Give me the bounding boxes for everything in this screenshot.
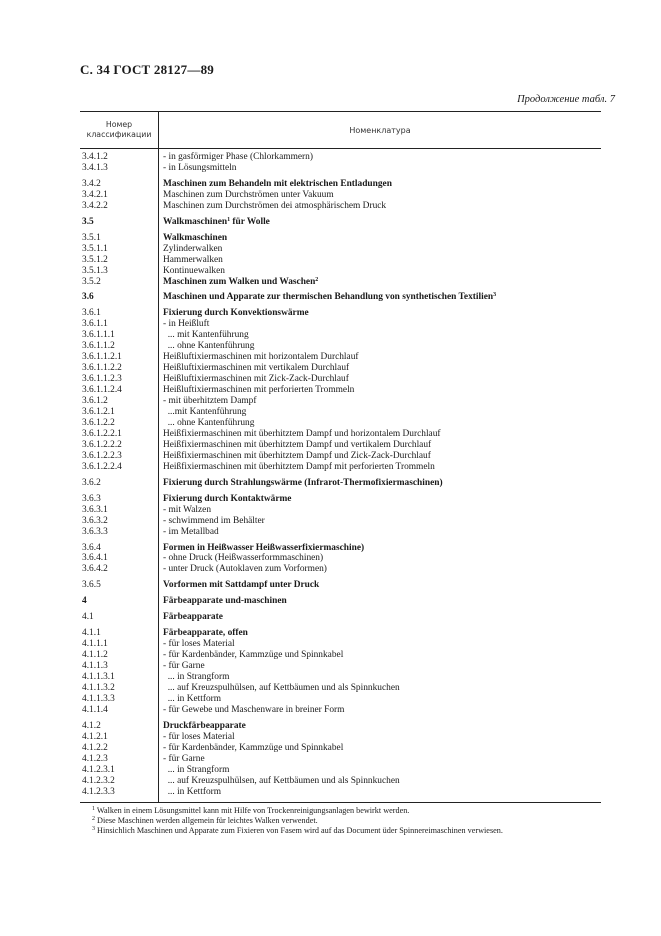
nomenclature-text: Färbeapparate: [163, 612, 223, 623]
classification-code: 4.1.2.2: [82, 742, 108, 753]
nomenclature-text: Maschinen zum Behandeln mit elektrischen Entladungen: [163, 178, 392, 189]
nomenclature-text: Fixierung durch Konvektionswärme: [163, 308, 309, 319]
nomenclature-text: ... auf Kreuzspulhülsen, auf Kettbäumen und als Spinnkuchen: [163, 682, 400, 693]
nomenclature-cell: [158, 244, 601, 255]
nomenclature-text: Heißfixiermaschinen mit überhitztem Dampf und horizontalem Durchlauf: [163, 428, 441, 439]
nomenclature-cell: [158, 266, 601, 277]
nomenclature-text: - für Kardenbänder, Kammzüge und Spinnkabel: [163, 650, 344, 661]
classification-code: 3.6.1.2.1: [82, 407, 115, 418]
footnote-marker: 3: [493, 292, 497, 299]
nomenclature-cell: [158, 661, 601, 672]
classification-code: 4.1.1.1: [82, 639, 108, 650]
nomenclature-text: Maschinen zum Walken und Waschen: [163, 276, 316, 287]
nomenclature-text: - für Garne: [163, 753, 205, 764]
nomenclature-cell: [158, 374, 601, 385]
classification-code: 4.1.2.3.3: [82, 786, 115, 797]
nomenclature-text: - für Kardenbänder, Kammzüge und Spinnkabel: [163, 742, 344, 753]
nomenclature-text: Fixierung durch Strahlungswärme (Infrarot-Thermofixiermaschinen): [163, 477, 443, 488]
nomenclature-text: ... in Strangform: [163, 672, 230, 683]
footnote-mark: 1: [92, 806, 95, 812]
footnote: [80, 806, 620, 816]
nomenclature-text: - unter Druck (Autoklaven zum Vorformen): [163, 564, 327, 575]
nomenclature-text: Färbeapparate und-maschinen: [163, 596, 287, 607]
classification-code: 3.6.3.2: [82, 515, 108, 526]
nomenclature-cell: [158, 553, 601, 564]
nomenclature-cell: [158, 516, 601, 527]
footnotes: [80, 806, 620, 836]
footnote-mark: 3: [92, 826, 95, 832]
classification-code: 3.6.1.2: [82, 396, 108, 407]
nomenclature-text: - für Garne: [163, 661, 205, 672]
nomenclature-text: Hammerwalken: [163, 254, 223, 265]
nomenclature-text: Walkmaschinen: [163, 232, 228, 243]
classification-code: 3.6.1.1: [82, 319, 108, 330]
nomenclature-cell: [158, 396, 601, 407]
nomenclature-cell: [158, 319, 601, 330]
classification-code: 3.6.4.1: [82, 553, 108, 564]
classification-code: 3.6.3.3: [82, 526, 108, 537]
classification-code: 3.4.1.2: [82, 152, 108, 162]
footnote-marker: 1: [227, 216, 231, 223]
nomenclature-text: ... in Strangform: [163, 764, 230, 775]
classification-code: 4.1.2.1: [82, 731, 108, 742]
nomenclature-cell: [158, 743, 601, 754]
classification-code: 3.4.2.2: [82, 200, 108, 211]
classification-code: 3.5.1.1: [82, 243, 108, 254]
nomenclature-cell: [158, 201, 601, 212]
classification-code: 3.6.1.2.2.2: [82, 439, 122, 450]
page-title: С. 34 ГОСТ 28127—89: [80, 62, 214, 77]
nomenclature-cell: [158, 527, 601, 538]
footnote: [80, 826, 620, 836]
nomenclature-text: Vorformen mit Sattdampf unter Druck: [163, 580, 320, 591]
nomenclature-cell: [158, 505, 601, 516]
nomenclature-cell: [158, 787, 601, 798]
nomenclature-cell: [158, 564, 601, 575]
nomenclature-text: Heißfixiermaschinen mit überhitztem Dampf mit perforierten Trommeln: [163, 461, 435, 472]
column-header-code: Номер классификации: [80, 112, 159, 148]
classification-code: 3.6.1.2.2.1: [82, 428, 122, 439]
nomenclature-text: Heißluftixiermaschinen mit perforierten Trommeln: [163, 385, 355, 396]
column-header-name: Номенклатура: [349, 125, 411, 135]
nomenclature-text: Heißluftixiermaschinen mit Zick-Zack-Durchlauf: [163, 374, 349, 385]
nomenclature-text: Formen in Heißwasser Heißwasserfixiermaschine): [163, 542, 365, 553]
classification-code: 3.6.1.2.2.3: [82, 450, 122, 461]
classification-code: 3.6: [82, 292, 94, 303]
nomenclature-cell: [158, 292, 601, 303]
classification-code: 3.4.2: [82, 178, 101, 189]
nomenclature-text: Maschinen zum Durchströmen dei atmosphärischem Druck: [163, 200, 387, 211]
nomenclature-cell: [158, 363, 601, 374]
nomenclature-text: ... ohne Kantenführung: [163, 341, 255, 352]
nomenclature-cell: [158, 217, 601, 228]
nomenclature-cell: [158, 233, 601, 244]
nomenclature-text: Maschinen zum Durchströmen unter Vakuum: [163, 189, 334, 200]
nomenclature-cell: [158, 277, 601, 288]
nomenclature-cell: [158, 639, 601, 650]
classification-code: 4.1.1.3.2: [82, 682, 115, 693]
classification-code: 4.1.2: [82, 720, 101, 731]
nomenclature-text: Heißfixiermaschinen mit überhitztem Dampf und vertikalem Durchlauf: [163, 439, 432, 450]
nomenclature-cell: [158, 672, 601, 683]
nomenclature-cell: [158, 765, 601, 776]
classification-code: 3.6.1.2.2: [82, 417, 115, 428]
nomenclature-cell: [158, 694, 601, 705]
classification-code: 4.1: [82, 612, 94, 623]
classification-code: 4.1.2.3.2: [82, 775, 115, 786]
footnote-text: Walken in einem Lösungsmittel kann mit Hilfe von Trockenreinigungsanlagen bewirkt werden.: [95, 806, 410, 815]
nomenclature-text: Fixierung durch Kontaktwärme: [163, 493, 292, 504]
nomenclature-cell: [158, 494, 601, 505]
classification-code: 3.6.3.1: [82, 504, 108, 515]
classification-code: 3.6.1.1.1: [82, 330, 115, 341]
nomenclature-text: - mit Walzen: [163, 504, 212, 515]
classification-code: 3.6.1.1.2.2: [82, 363, 122, 374]
nomenclature-cell: [158, 705, 601, 716]
nomenclature-cell: [158, 385, 601, 396]
nomenclature-text: ... mit Kantenführung: [163, 330, 249, 341]
table-continuation-label: Продолжение табл. 7: [517, 94, 615, 105]
nomenclature-text: Kontinuewalken: [163, 265, 225, 276]
classification-code: 3.6.2: [82, 477, 101, 488]
classification-code: 3.6.1: [82, 308, 101, 319]
nomenclature-text: Heißluftixiermaschinen mit vertikalem Durchlauf: [163, 363, 350, 374]
nomenclature-cell: [158, 478, 601, 489]
nomenclature-text: ... in Kettform: [163, 786, 222, 797]
classification-code: 3.6.4.2: [82, 564, 108, 575]
nomenclature-cell: [158, 190, 601, 201]
nomenclature-text: - im Metallbad: [163, 526, 219, 537]
nomenclature-text: - für loses Material: [163, 731, 235, 742]
nomenclature-cell: [158, 429, 601, 440]
nomenclature-text: - ohne Druck (Heißwasserformmaschinen): [163, 553, 324, 564]
nomenclature-text: Heißluftixiermaschinen mit horizontalem Durchlauf: [163, 352, 359, 363]
nomenclature-text: Färbeapparate, offen: [163, 628, 248, 639]
table-header: [80, 111, 601, 149]
nomenclature-text: - schwimmend im Behälter: [163, 515, 265, 526]
nomenclature-cell: [158, 612, 601, 623]
classification-code: 4.1.1.4: [82, 704, 108, 715]
nomenclature-text: ...mit Kantenführung: [163, 407, 247, 418]
classification-code: 3.6.1.1.2: [82, 341, 115, 352]
nomenclature-cell: [158, 352, 601, 363]
nomenclature-cell: [158, 440, 601, 451]
nomenclature-cell: [158, 683, 601, 694]
nomenclature-cell: [158, 596, 601, 607]
nomenclature-text: Heißfixiermaschinen mit überhitztem Dampf und Zick-Zack-Durchlauf: [163, 450, 431, 461]
classification-code: 3.6.1.1.2.4: [82, 385, 122, 396]
nomenclature-text: - in Lösungsmitteln: [163, 162, 237, 173]
nomenclature-cell: [158, 776, 601, 787]
nomenclature-cell: [158, 330, 601, 341]
nomenclature-cell: [158, 543, 601, 554]
classification-code: 4.1.1.3.3: [82, 693, 115, 704]
footnote-marker: 2: [315, 276, 319, 283]
classification-code: 4.1.1: [82, 628, 101, 639]
classification-code: 4.1.1.2: [82, 650, 108, 661]
classification-code: 3.6.1.1.2.3: [82, 374, 122, 385]
classification-code: 3.5.1.2: [82, 254, 108, 265]
nomenclature-text: - für Gewebe und Maschenware in breiner Form: [163, 704, 345, 715]
nomenclature-text: ... ohne Kantenführung: [163, 417, 255, 428]
nomenclature-text: Walkmaschinen: [163, 216, 228, 227]
nomenclature-text: - in gasförmiger Phase (Chlorkammern): [163, 152, 313, 162]
nomenclature-text: Maschinen und Apparate zur thermischen Behandlung von synthetischen Textilien: [163, 292, 494, 303]
classification-code: 4.1.1.3: [82, 661, 108, 672]
nomenclature-cell: [158, 407, 601, 418]
nomenclature-cell: [158, 163, 601, 174]
nomenclature-text: Druckfärbeapparate: [163, 720, 246, 731]
nomenclature-text: - für loses Material: [163, 639, 235, 650]
nomenclature-cell: [158, 580, 601, 591]
footnote-mark: 2: [92, 816, 95, 822]
nomenclature-text: ... in Kettform: [163, 693, 222, 704]
classification-code: 4.1.2.3: [82, 753, 108, 764]
nomenclature-cell: [158, 341, 601, 352]
classification-code: 3.4.2.1: [82, 189, 108, 200]
nomenclature-cell: [158, 418, 601, 429]
classification-code: 3.5.1: [82, 232, 101, 243]
classification-code: 3.6.1.1.2.1: [82, 352, 122, 363]
nomenclature-suffix: für Wolle: [230, 216, 270, 227]
classification-code: 3.5.2: [82, 276, 101, 287]
footnote: [80, 816, 620, 826]
nomenclature-cell: [158, 732, 601, 743]
classification-code: 3.6.3: [82, 493, 101, 504]
nomenclature-text: Zylinderwalken: [163, 243, 223, 254]
nomenclature-cell: [158, 152, 601, 163]
footnote-text: Diese Maschinen werden allgemein für leichtes Walken verwendet.: [95, 816, 318, 825]
footnote-text: Hinsichlich Maschinen und Apparate zum Fixieren von Fasem wird auf das Document üder Spinnereimaschinen verwiesen.: [95, 826, 503, 835]
nomenclature-cell: [158, 721, 601, 732]
nomenclature-cell: [158, 650, 601, 661]
nomenclature-cell: [158, 462, 601, 473]
classification-code: 3.5.1.3: [82, 265, 108, 276]
nomenclature-text: - in Heißluft: [163, 319, 210, 330]
nomenclature-cell: [158, 628, 601, 639]
classification-code: 3.4.1.3: [82, 162, 108, 173]
nomenclature-cell: [158, 451, 601, 462]
classification-table: [80, 111, 601, 803]
nomenclature-text: ... auf Kreuzspulhülsen, auf Kettbäumen und als Spinnkuchen: [163, 775, 400, 786]
classification-code: 3.6.4: [82, 542, 101, 553]
classification-code: 4: [82, 596, 87, 607]
classification-code: 4.1.1.3.1: [82, 672, 115, 683]
nomenclature-cell: [158, 308, 601, 319]
classification-code: 3.5: [82, 216, 94, 227]
classification-code: 3.6.1.2.2.4: [82, 461, 122, 472]
nomenclature-cell: [158, 255, 601, 266]
classification-code: 4.1.2.3.1: [82, 764, 115, 775]
nomenclature-cell: [158, 754, 601, 765]
column-divider: [158, 149, 159, 802]
nomenclature-cell: [158, 179, 601, 190]
nomenclature-text: - mit überhitztem Dampf: [163, 396, 257, 407]
table-body: [80, 149, 601, 803]
classification-code: 3.6.5: [82, 580, 101, 591]
